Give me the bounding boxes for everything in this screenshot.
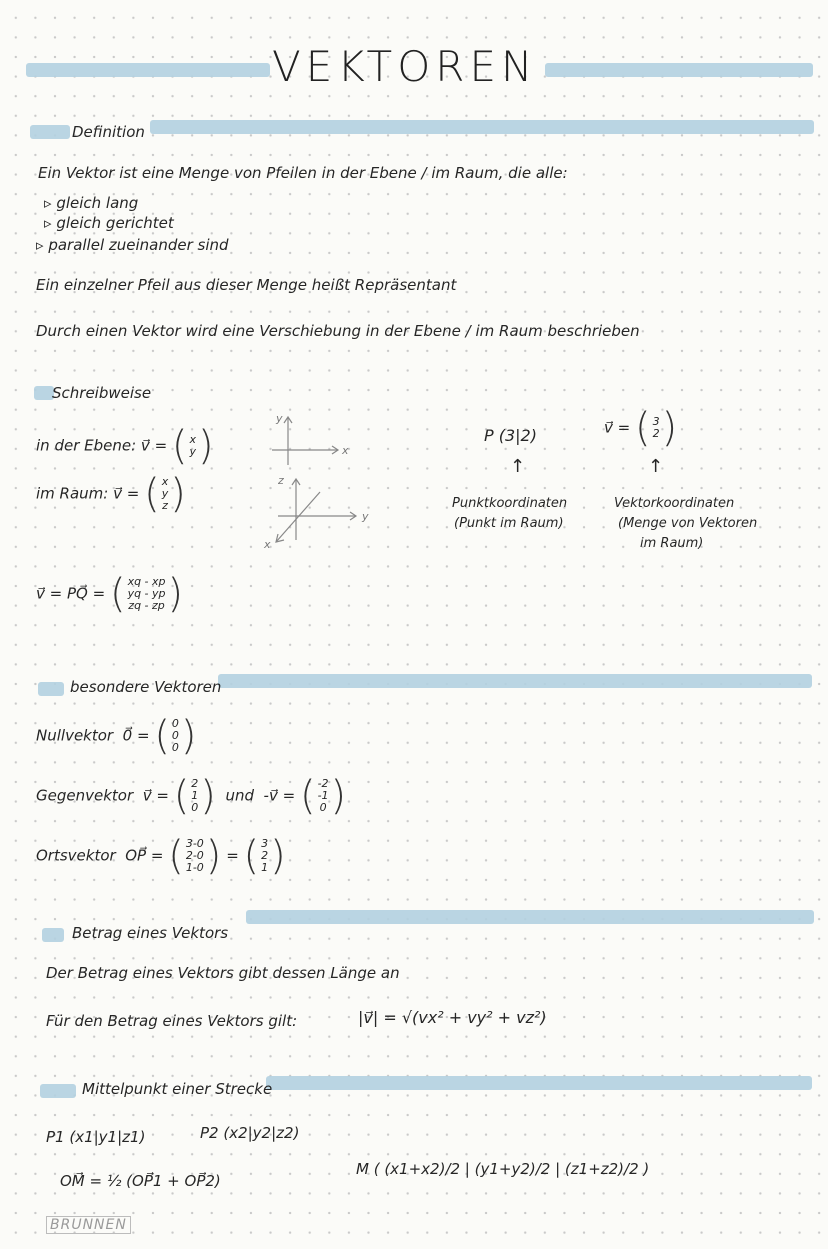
axes-2d-sketch [258,410,368,470]
orts-res-3: 1 [261,861,269,874]
vector-caption-1: Vektorkoordinaten [614,496,735,511]
pq-label: v⃗ = PQ⃗ = [36,584,106,603]
ortsvektor-vector: ( 3-0 2-0 1-0 ) [168,833,222,879]
besondere-highlight-left [38,682,64,696]
gegenvektor-label: Gegenvektor [36,786,134,805]
definition-highlight-left [30,125,70,139]
definition-bullet-2-text: gleich gerichtet [56,214,174,232]
title-highlight-left [26,63,270,77]
ortsvektor-result: ( 3 2 1 ) [243,833,286,879]
gegen-neg-2: -1 [317,789,329,802]
vector-example-y: 2 [652,427,660,440]
definition-heading: Definition [72,123,145,141]
mittelpunkt-heading: Mittelpunkt einer Strecke [82,1080,273,1098]
orts-res-2: 2 [261,849,269,862]
axis-2d-y-label: y [276,412,283,425]
orts-vec-1: 3-0 [185,837,204,850]
title-highlight-right [545,63,813,77]
vector-arrow: ↑ [648,456,664,477]
space-vec-y: y [161,487,169,500]
besondere-highlight-right [218,674,812,688]
vector-example: v⃗ = ( 3 2 ) [604,405,678,451]
definition-bullet-1: ▹ gleich lang [44,194,139,212]
betrag-highlight-right [246,910,814,924]
space-vec-z: z [162,499,168,512]
gegenvektor-lhs: v⃗ = [142,786,169,805]
vector-caption-3: im Raum) [640,536,704,551]
page-title: VEKTOREN [272,42,538,91]
betrag-heading: Betrag eines Vektors [72,924,229,942]
point-example: P (3|2) [484,426,537,445]
definition-intro: Ein Vektor ist eine Menge von Pfeilen in der Ebene / im Raum, die alle: [38,164,568,182]
mittelpunkt-highlight-right [266,1076,812,1090]
null-vec-1: 0 [171,717,179,730]
mittelpunkt-m: M ( (x1+x2)/2 | (y1+y2)/2 | (z1+z2)/2 ) [356,1160,650,1178]
plane-vector: ( x y ) [171,423,214,469]
definition-highlight-right [150,120,814,134]
mittelpunkt-highlight-left [40,1084,76,1098]
ortsvektor-row [36,833,286,879]
definition-bullet-3-text: parallel zueinander sind [48,236,229,254]
mittelpunkt-p2: P2 (x2|y2|z2) [200,1124,300,1142]
gegen-vec-1: 2 [191,777,199,790]
gegen-vec-3: 0 [191,801,199,814]
point-caption-2: (Punkt im Raum) [454,516,564,531]
definition-bullet-2: ▹ gleich gerichtet [44,214,174,232]
space-label: im Raum: [36,484,109,503]
pq-notation [36,571,184,617]
gegenvektor-and: und [225,786,254,805]
point-arrow: ↑ [510,456,526,477]
betrag-formula: |v⃗| = √(vx² + vy² + vz²) [358,1008,547,1027]
pq-vector: ( xq - xp yq - yp zq - zp ) [109,571,184,617]
orts-vec-2: 2-0 [185,849,204,862]
nullvektor-lhs: 0⃗ = [122,726,150,745]
vector-example-values: ( 3 2 ) [634,405,678,451]
space-notation: im Raum: v⃗ = ( x y z ) [36,471,186,517]
definition-representative: Ein einzelner Pfeil aus dieser Menge heißt Repräsentant [36,276,457,294]
point-caption-1: Punktkoordinaten [452,496,568,511]
nullvektor-label: Nullvektor [36,726,114,745]
gegen-vec-2: 1 [191,789,199,802]
gegenvektor-vector: ( 2 1 0 ) [173,773,216,819]
orts-res-1: 3 [261,837,269,850]
gegen-neg-1: -2 [317,777,329,790]
plane-vec-y: y [189,445,197,458]
definition-bullet-3: ▹ parallel zueinander sind [36,236,229,254]
definition-bullet-1-text: gleich lang [56,194,139,212]
null-vec-2: 0 [171,729,179,742]
null-vec-3: 0 [171,741,179,754]
gegen-neg-3: 0 [319,801,327,814]
betrag-line-1: Der Betrag eines Vektors gibt dessen Länge an [46,964,400,982]
space-vec-x: x [161,475,169,488]
gegenvektor-negative: ( -2 -1 0 ) [299,773,347,819]
definition-shift: Durch einen Vektor wird eine Verschiebung in der Ebene / im Raum beschrieben [36,322,640,340]
besondere-heading: besondere Vektoren [70,678,222,696]
space-vector: ( x y z ) [144,471,186,517]
mittelpunkt-om: OM⃗ = ½ (OP⃗1 + OP⃗2) [60,1172,221,1190]
axis-3d-z-label: z [278,474,284,487]
axis-3d-x-label: x [264,538,271,550]
vector-example-x: 3 [652,415,660,428]
pq-vec-x: xq - xp [127,575,166,588]
ortsvektor-lhs: OP⃗ = [125,846,164,865]
pq-vec-z: zq - zp [128,599,165,612]
nullvektor-vector: ( 0 0 0 ) [154,713,197,759]
plane-vec-x: x [189,433,197,446]
betrag-line-2: Für den Betrag eines Vektors gilt: [46,1012,298,1030]
ortsvektor-equals: = [226,846,239,865]
plane-notation: in der Ebene: v⃗ = ( x y ) [36,423,214,469]
brunnen-logo: BRUNNEN [46,1216,131,1234]
nullvektor-row [36,713,197,759]
plane-label: in der Ebene: [36,436,137,455]
ortsvektor-label: Ortsvektor [36,846,116,865]
schreibweise-heading: Schreibweise [52,384,152,402]
vector-caption-2: (Menge von Vektoren [618,516,758,531]
schreibweise-highlight [34,386,54,400]
axes-3d-sketch [258,470,388,550]
gegenvektor-row [36,773,347,819]
orts-vec-3: 1-0 [185,861,204,874]
gegenvektor-rhs: -v⃗ = [263,786,296,805]
betrag-highlight-left [42,928,64,942]
axis-2d-x-label: x [342,444,349,457]
pq-vec-y: yq - yp [127,587,166,600]
mittelpunkt-p1: P1 (x1|y1|z1) [46,1128,146,1146]
axis-3d-y-label: y [362,510,369,523]
